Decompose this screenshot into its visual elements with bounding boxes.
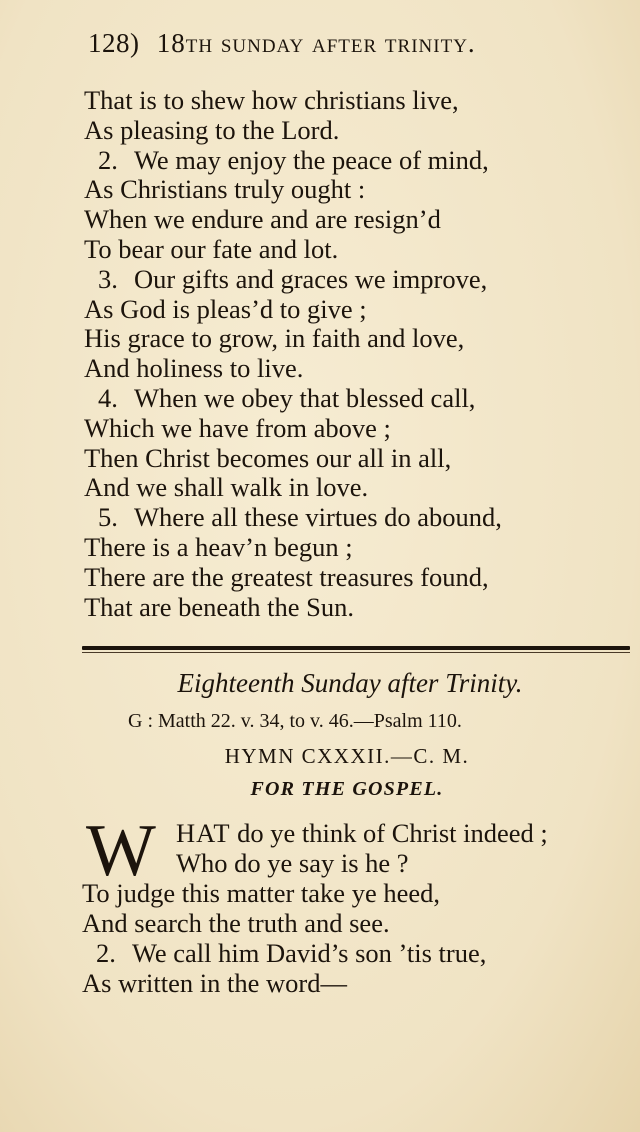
running-header xyxy=(88,28,608,59)
verse-line: That is to shew how christians live, xyxy=(84,85,459,115)
section-divider xyxy=(82,646,630,650)
verse-line: Then Christ becomes our all in all, xyxy=(84,442,452,473)
verse-line: That are beneath the Sun. xyxy=(84,591,355,622)
verse-line: As Christians truly ought : xyxy=(84,174,366,205)
verse-line: As written in the word— xyxy=(82,968,347,998)
verse-line: His grace to grow, in faith and love, xyxy=(84,323,465,354)
verse-line: And we shall walk in love. xyxy=(84,472,369,503)
verse-line: When we endure and are resign’d xyxy=(84,204,441,235)
verse-line: As pleasing to the Lord. xyxy=(84,114,340,145)
verse-line: 2. We call him David’s son ’tis true, xyxy=(96,938,487,968)
verse-line: And search the truth and see. xyxy=(82,908,390,938)
verse-line: To judge this matter take ye heed, xyxy=(82,878,440,908)
running-title: 18th sunday after trinity. xyxy=(156,28,476,58)
verse-line: Who do ye say is he ? xyxy=(176,848,409,878)
scripture-reference: G : Matth 22. v. 34, to v. 46.—Psalm 110. xyxy=(128,710,462,732)
hymn-subtitle: FOR THE GOSPEL. xyxy=(250,778,444,800)
verse-line: HAT do ye think of Christ indeed ; xyxy=(176,818,548,848)
verse-line: There are the greatest treasures found, xyxy=(84,561,489,592)
verse-line: 5. Where all these virtues do abound, xyxy=(98,502,502,533)
stanza-number: 4. xyxy=(98,382,118,413)
hymn-continuation xyxy=(80,86,620,622)
first-word: HAT xyxy=(176,818,231,848)
verse-line: To bear our fate and lot. xyxy=(84,233,339,264)
verse-line: And holiness to live. xyxy=(84,353,304,384)
section-divider-thin xyxy=(82,652,630,653)
hymn-heading: HYMN CXXXII.—C. M. xyxy=(224,744,470,768)
stanza-number: 2. xyxy=(96,938,116,968)
drop-cap: W xyxy=(86,810,156,892)
verse-line: As God is pleas’d to give ; xyxy=(84,293,367,324)
verse-line: 3. Our gifts and graces we improve, xyxy=(98,263,488,294)
verse-line: There is a heav’n begun ; xyxy=(84,531,353,562)
verse-line: 2. We may enjoy the peace of mind, xyxy=(98,144,489,175)
verse-line: Which we have from above ; xyxy=(84,412,391,443)
section-title: Eighteenth Sunday after Trinity. xyxy=(177,668,523,698)
stanza-number: 3. xyxy=(98,263,118,294)
page-number: 128) xyxy=(88,28,140,58)
hymn-text xyxy=(80,810,630,998)
verse-line: 4. When we obey that blessed call, xyxy=(98,382,476,413)
stanza-number: 2. xyxy=(98,144,118,175)
stanza-number: 5. xyxy=(98,502,118,533)
